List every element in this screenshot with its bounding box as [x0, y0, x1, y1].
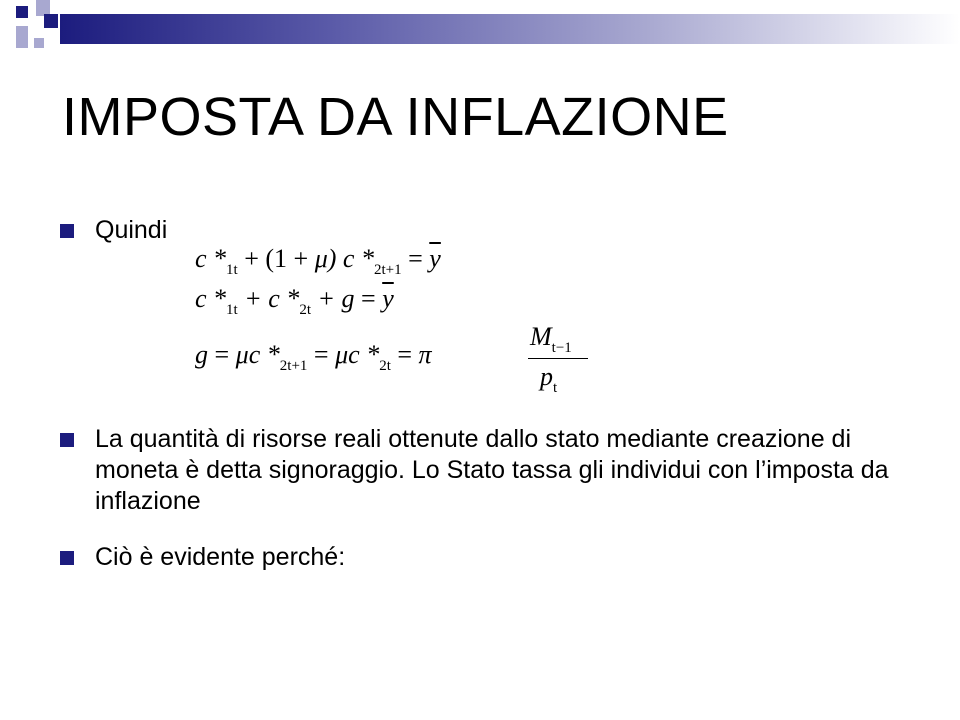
equation-resource-constraint: c $*_{1t} + c$ $*_{2t} + g = \overline{y}$	[195, 284, 394, 318]
fraction-denominator: $p_t$	[540, 362, 558, 396]
fraction-bar	[528, 358, 588, 359]
fraction-numerator: $M_{t-1}$	[530, 322, 572, 356]
bullet-marker	[60, 551, 74, 565]
decor-square	[16, 6, 28, 18]
bullet-marker	[60, 433, 74, 447]
bullet-text: Ciò è evidente perché:	[95, 543, 346, 571]
decor-square	[34, 38, 44, 48]
bullet-text: Quindi	[95, 216, 168, 244]
decor-square	[16, 26, 28, 48]
fraction-money-over-price	[528, 322, 588, 396]
decor-square	[44, 14, 58, 28]
bullet-text: La quantità di risorse reali ottenute dallo stato mediante creazione di moneta è detta signoraggio. Lo Stato tassa gli individui con l’imposta da inflazione	[95, 425, 889, 515]
header-gradient-bar	[60, 14, 960, 44]
equation-budget-constraint: c $*_{1t} + (1 + \mu)$ c $*_{2t+1} = \overline{y}$	[195, 244, 441, 278]
bullet-marker	[60, 224, 74, 238]
equation-seigniorage: g = μc $*_{2t+1} = \mu c$ $*_{2t} = \pi$	[195, 340, 432, 374]
slide-title: IMPOSTA DA INFLAZIONE	[62, 87, 729, 147]
